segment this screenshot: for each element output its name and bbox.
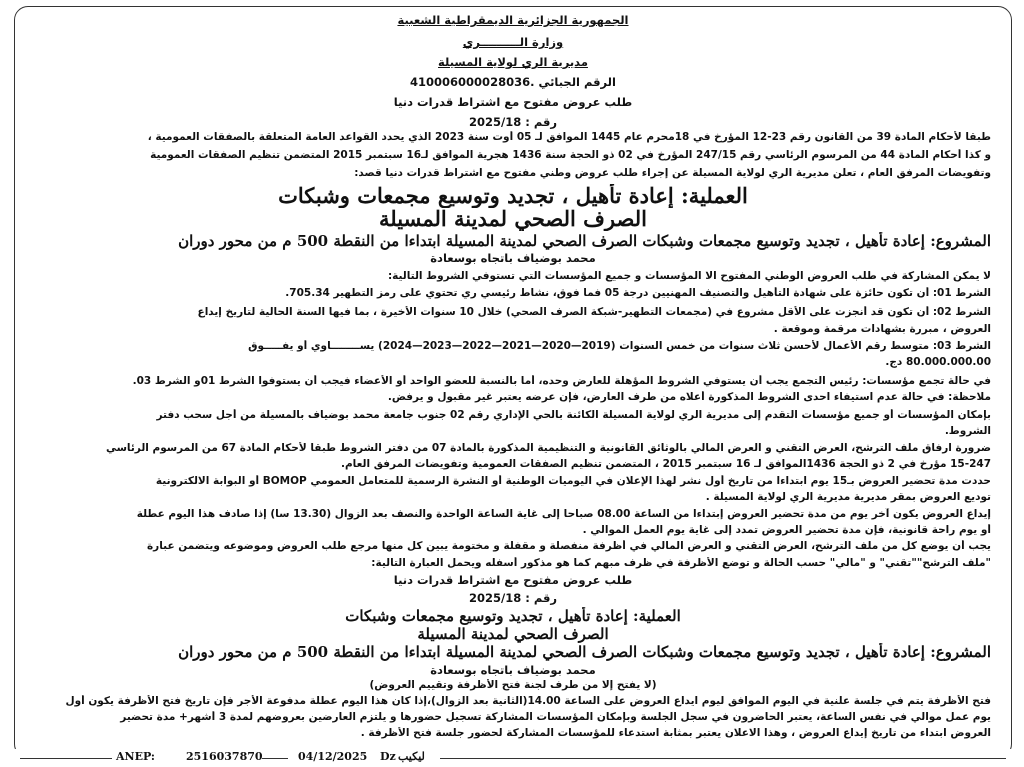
note-line: بإمكان المؤسسات أو جميع مؤسسات التقدم إلى مديرية الري لولاية المسيلة الكائنة بالحي الإداري رقم 02 جنوب جامعة محمد بوضياف بالمسيلة من أجل سحب دفتر bbox=[156, 409, 991, 421]
currency-code: Dz bbox=[380, 750, 396, 763]
closing-line: يوم عمل موالي في نفس الساعة، يعتبر الحاضرون في سجل الجلسة وبإمكان المؤسسات المشاركة تسجيل حضورها و يلتزم العارضين بعروضهم لمدة 3 أشهر+ مدة تحضير bbox=[120, 711, 991, 723]
envelope-title: طلب عروض مفتوح مع اشتراط قدرات دنيا bbox=[393, 573, 633, 587]
note-line: أو يوم راحة قانونية، فإن مدة تحضير العروض تمدد إلى غاية يوم العمل الموالي . bbox=[582, 524, 991, 536]
note-line: يجب أن يوضع كل من ملف الترشح، العرض التقني و العرض المالي في أظرفة منفصلة و مقفلة و مختومة يبين كل منها مرجع طلب العروض وموضوعه ويتضمن عبارة bbox=[146, 540, 991, 552]
condition-3: الشرط 03: متوسط رقم الأعمال لأحسن ثلاث سنوات من خمس السنوات (2019—2020—2021—2022—2023—2024) يســــــــاوي أو يفـــــوق bbox=[248, 340, 991, 352]
republic-title: الجمهورية الجزائرية الديمقراطية الشعبية bbox=[397, 13, 629, 27]
publication-date: 04/12/2025 bbox=[298, 750, 368, 763]
envelope-number: رقم : 2025/18 bbox=[469, 591, 557, 605]
envelope-project: المشروع: إعادة تأهيل ، تجديد وتوسيع مجمعات وشبكات الصرف الصحي لمدينة المسيلة ابتداءا من النقطة 500 م من محور دوران bbox=[178, 643, 991, 661]
condition-2-cont: العروض ، مبررة بشهادات مرقمة وموقعة . bbox=[773, 323, 991, 335]
note-line: حددت مدة تحضير العروض بـ15 يوم ابتداءا من تاريخ أول نشر لهذا الإعلان في اليوميات الوطنية أو النشرة الرسمية للمتعامل العمومي BOMOP أو البوابة الالكترونية bbox=[155, 475, 991, 487]
note-line: الشروط. bbox=[944, 425, 991, 437]
condition-1: الشرط 01: أن تكون حائزة على شهادة التأهيل والتصنيف المهنيين درجة 05 فما فوق، نشاط رئيسي ري تحتوي على رمز التطهير 705.34. bbox=[285, 287, 991, 299]
tax-number: الرقم الجبائي .410006000028036 bbox=[410, 75, 616, 89]
footer-rule bbox=[20, 758, 112, 759]
ministry-title: وزارة الــــــــــري bbox=[462, 35, 564, 49]
note-line: إيداع العروض يكون آخر يوم من مدة تحضير العروض إبتداءا من الساعة 08.00 صباحا إلى غاية الساعة الواحدة والنصف بعد الزوال (13.30 سا) إذا صادف هذا اليوم عطلة bbox=[136, 508, 991, 520]
footer-rule bbox=[440, 758, 1006, 759]
condition-2: الشرط 02: أن تكون قد أنجزت على الأقل مشروع في (مجمعات التطهير-شبكة الصرف الصحي) خلال 10 سنوات الأخيرة ، بما فيها السنة الحالية لتاريخ إيداع bbox=[197, 306, 991, 318]
intro-line: طبقا لأحكام المادة 39 من القانون رقم 23-12 المؤرخ في 18محرم عام 1445 الموافق لـ 05 أوت سنة 2023 الذي يحدد القواعد العامة المتعلقة بالصفقات العمومية ، bbox=[147, 131, 991, 143]
project-line: المشروع: إعادة تأهيل ، تجديد وتوسيع مجمعات وشبكات الصرف الصحي لمدينة المسيلة ابتداءا من النقطة 500 م من محور دوران bbox=[178, 232, 991, 250]
intro-line: و كذا أحكام المادة 44 من المرسوم الرئاسي رقم 247/15 المؤرخ في 02 ذو الحجة سنة 1436 هجرية الموافق لـ16 سبتمبر 2015 المتضمن تنظيم الصفقات العمومية bbox=[150, 149, 991, 161]
note-line: في حالة تجمع مؤسسات: رئيس التجمع يجب أن يستوفي الشروط المؤهلة للعارض وحده، أما بالنسبة للعضو الواحد أو الأعضاء فيجب أن يستوفوا الشرط 01و الشرط 03. bbox=[132, 375, 991, 387]
envelope-warning: (لا يفتح إلا من طرف لجنة فتح الأظرفة وتقييم العروض) bbox=[369, 679, 657, 691]
note-line: 15-247 مؤرخ في 2 ذو الحجة 1436الموافق لـ 16 سبتمبر 2015 ، المتضمن تنظيم الصفقات العمومية وتفويضات المرفق العام. bbox=[340, 458, 991, 470]
condition-3-amount: 80.000.000.00 دج. bbox=[885, 356, 991, 368]
notice-title: طلب عروض مفتوح مع اشتراط قدرات دنيا bbox=[393, 95, 633, 109]
note-line: "ملف الترشح""تقني" و "مالي" حسب الحالة و توضع الأظرفة في ظرف مبهم كما هو مذكور أسفله ويحمل العبارة التالية: bbox=[371, 557, 991, 569]
anep-label: ANEP: bbox=[116, 750, 155, 763]
intro-line: وتفويضات المرفق العام ، تعلن مديرية الري لولاية المسيلة عن إجراء طلب عروض وطني مفتوح مع اشتراط قدرات دنيا قصد: bbox=[354, 167, 991, 179]
note-line: توديع العروض بمقر مديرية مديرية الري لولاية المسيلة . bbox=[705, 491, 991, 503]
project-line-2: محمد بوضياف باتجاه بوسعادة bbox=[430, 251, 596, 265]
envelope-operation-2: الصرف الصحي لمدينة المسيلة bbox=[417, 625, 609, 643]
operation-title: العملية: إعادة تأهيل ، تجديد وتوسيع مجمعات وشبكات bbox=[278, 184, 748, 208]
note-line: ضرورة ارفاق ملف الترشح، العرض التقني و العرض المالي بالوثائق القانونية و التنظيمية المذكورة بالمادة 07 من دفتر الشروط طبقا لأحكام المادة 67 من المرسوم الرئاسي bbox=[105, 442, 991, 454]
anep-number: 2516037870 bbox=[186, 750, 263, 763]
publication-footer bbox=[0, 749, 1024, 767]
closing-line: العروض ابتداء من تاريخ إيداع العروض ، وهذا الاعلان يعتبر بمثابة استدعاء للمؤسسات المشاركة لحضور جلسة فتح الأظرفة . bbox=[360, 727, 991, 739]
notice-number: رقم : 2025/18 bbox=[469, 115, 557, 129]
conditions-intro: لا يمكن المشاركة في طلب العروض الوطني المفتوح الا المؤسسات و جميع المؤسسات التي تستوفي الشروط التالية: bbox=[387, 270, 991, 282]
operation-subtitle: الصرف الصحي لمدينة المسيلة bbox=[379, 207, 647, 231]
directorate-title: مديرية الري لولاية المسيلة bbox=[438, 55, 588, 69]
footer-tail: ليكيب bbox=[398, 750, 425, 763]
envelope-project-2: محمد بوضياف باتجاه بوسعادة bbox=[430, 663, 596, 677]
note-line: ملاحظة: في حالة عدم استيفاء احدى الشروط المذكورة أعلاه من طرف العارض، فإن عرضه يعتبر غير مقبول و يرفض. bbox=[387, 391, 991, 403]
notice-frame bbox=[14, 6, 1012, 758]
footer-rule bbox=[262, 758, 288, 759]
closing-line: فتح الأظرفة يتم في جلسة علنية في اليوم الموافق ليوم ايداع العروض على الساعة 14.00(الثانية بعد الزوال)،إذا كان هذا اليوم عطلة مدفوعة الأجر فإن تاريخ فتح الأظرفة يكون أول bbox=[65, 695, 991, 707]
envelope-operation: العملية: إعادة تأهيل ، تجديد وتوسيع مجمعات وشبكات bbox=[345, 607, 681, 625]
